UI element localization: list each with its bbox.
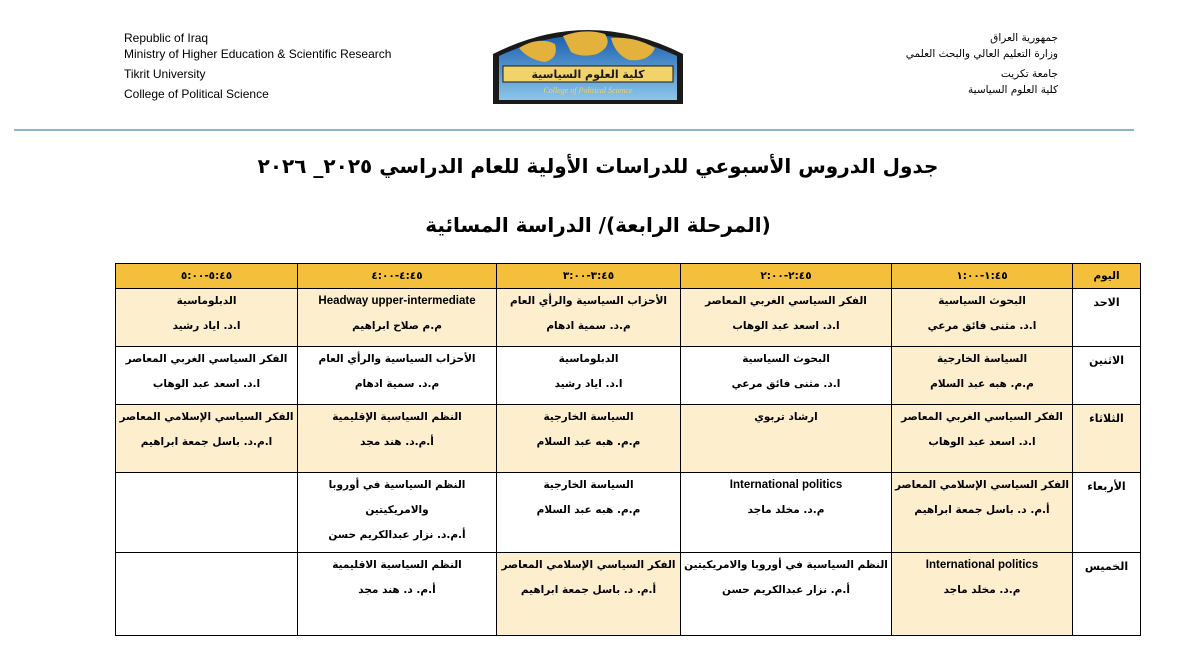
instructor-name: ا.د. مثنى فائق مرعي: [927, 320, 1037, 332]
class-cell: [298, 347, 497, 405]
instructor-name: أ.م. د. باسل جمعة ابراهيم: [914, 504, 1050, 516]
course-name-cont: والامريكيتين: [365, 504, 429, 516]
instructor-name: أ.م. د. باسل جمعة ابراهيم: [520, 584, 657, 596]
header-cell-time: ٥:٤٥-٥:٠٠: [116, 264, 298, 289]
course-name: Headway upper-intermediate: [318, 295, 476, 307]
page-subtitle: (المرحلة الرابعة)/ الدراسة المسائية: [425, 213, 771, 237]
class-cell: [497, 473, 681, 553]
day-cell: الخميس: [1073, 553, 1141, 636]
class-cell: [892, 553, 1073, 636]
empty-cell: [116, 553, 298, 636]
course-name: النظم السياسية في أوروبا والامريكيتين: [684, 559, 888, 571]
day-cell: الاحد: [1073, 289, 1141, 347]
course-name: الفكر السياسي الإسلامي المعاصر: [501, 559, 676, 571]
instructor-name: م.د. مخلد ماجد: [747, 504, 825, 516]
header-right-line: وزارة التعليم العالي والبحث العلمي: [905, 48, 1058, 60]
class-cell: [116, 289, 298, 347]
header-left-line: Republic of Iraq: [124, 31, 209, 45]
course-name: الفكر السياسي الغربي المعاصر: [705, 295, 867, 307]
instructor-name: ا.د. مثنى فائق مرعي: [731, 378, 841, 390]
instructor-name: أ.م.د. نزار عبدالكريم حسن: [328, 529, 466, 541]
course-name: البحوث السياسية: [742, 353, 830, 365]
header-cell-day: اليوم: [1073, 264, 1141, 289]
course-name: البحوث السياسية: [938, 295, 1026, 307]
class-cell: [892, 289, 1073, 347]
schedule-table: [115, 263, 1141, 636]
class-cell: [681, 289, 892, 347]
day-cell: الاثنين: [1073, 347, 1141, 405]
course-name: الدبلوماسية: [558, 353, 619, 365]
instructor-name: أ.م. نزار عبدالكريم حسن: [722, 584, 850, 596]
day-cell: الثلاثاء: [1073, 405, 1141, 473]
instructor-name: م.م. هبه عبد السلام: [536, 436, 641, 448]
table-row: [116, 289, 1141, 347]
course-name: ارشاد تربوي: [754, 411, 818, 423]
course-name: الأحزاب السياسية والرأي العام: [318, 353, 476, 365]
class-cell: [497, 405, 681, 473]
header-divider: [14, 129, 1134, 131]
college-logo: [489, 14, 687, 106]
instructor-name: ا.د. اياد رشيد: [554, 378, 623, 390]
instructor-name: ا.د. اسعد عبد الوهاب: [928, 436, 1036, 448]
course-name: السياسة الخارجية: [936, 353, 1028, 365]
logo-english-text: College of Political Science: [543, 86, 633, 95]
class-cell: [892, 405, 1073, 473]
table-row: [116, 347, 1141, 405]
header-right-line: كلية العلوم السياسية: [968, 84, 1058, 96]
course-name: International politics: [925, 559, 1039, 571]
course-name: الفكر السياسي الإسلامي المعاصر: [894, 479, 1070, 491]
class-cell: [298, 405, 497, 473]
course-name: النظم السياسية الاقليمية: [332, 559, 462, 571]
instructor-name: ا.د. اسعد عبد الوهاب: [732, 320, 840, 332]
instructor-name: ا.د. اسعد عبد الوهاب: [152, 378, 261, 390]
class-cell: [681, 553, 892, 636]
class-cell: [298, 553, 497, 636]
header-cell-time: ٤:٤٥-٤:٠٠: [298, 264, 497, 289]
header-cell-time: ٢:٤٥-٢:٠٠: [681, 264, 892, 289]
instructor-name: م.م. هبه عبد السلام: [536, 504, 641, 516]
course-name: الأحزاب السياسية والرأي العام: [510, 295, 667, 307]
course-name: International politics: [729, 479, 843, 491]
course-name: النظم السياسية في أوروبا: [328, 479, 466, 491]
course-name: الفكر السياسي الغربي المعاصر: [125, 353, 288, 365]
instructor-name: م.م صلاح ابراهيم: [352, 320, 442, 332]
class-cell: [892, 347, 1073, 405]
logo-arabic-text: كلية العلوم السياسية: [531, 68, 645, 81]
instructor-name: م.د. سمية ادهام: [546, 320, 631, 332]
header-right-line: جمهورية العراق: [990, 32, 1058, 44]
course-name: السياسة الخارجية: [543, 479, 634, 491]
header-right: [906, 30, 1058, 98]
course-name: النظم السياسية الإقليمية: [332, 411, 462, 423]
class-cell: [116, 347, 298, 405]
class-cell: [892, 473, 1073, 553]
course-name: الدبلوماسية: [176, 295, 237, 307]
class-cell: [497, 347, 681, 405]
header-right-line: جامعة تكريت: [1000, 68, 1058, 80]
class-cell: [298, 473, 497, 553]
class-cell: [681, 473, 892, 553]
instructor-name: أ.م. د. هند مجد: [358, 584, 436, 596]
class-cell: [681, 347, 892, 405]
class-cell: [681, 405, 892, 473]
day-cell: الأربعاء: [1073, 473, 1141, 553]
header-left-line: Tikrit University: [124, 67, 206, 81]
table-row: [116, 553, 1141, 636]
header-cell-time: ١:٤٥-١:٠٠: [892, 264, 1073, 289]
class-cell: [497, 289, 681, 347]
class-cell: [497, 553, 681, 636]
table-header-row: [116, 264, 1141, 289]
header-left-line: Ministry of Higher Education & Scientific Research: [124, 47, 392, 61]
empty-cell: [116, 473, 298, 553]
page-title: جدول الدروس الأسبوعي للدراسات الأولية للعام الدراسي ٢٠٢٥_ ٢٠٢٦: [257, 154, 939, 178]
instructor-name: ا.م.د. باسل جمعة ابراهيم: [140, 436, 273, 448]
header-left: [124, 30, 391, 102]
instructor-name: م.م. هبه عبد السلام: [930, 378, 1034, 390]
instructor-name: م.د. سمية ادهام: [354, 378, 440, 390]
class-cell: [116, 405, 298, 473]
header-cell-time: ٣:٤٥-٣:٠٠: [497, 264, 681, 289]
course-name: الفكر السياسي الغربي المعاصر: [901, 411, 1063, 423]
instructor-name: ا.د. اياد رشيد: [172, 320, 241, 332]
class-cell: [298, 289, 497, 347]
instructor-name: أ.م.د. هند مجد: [360, 436, 434, 448]
instructor-name: م.د. مخلد ماجد: [943, 584, 1021, 596]
course-name: الفكر السياسي الإسلامي المعاصر: [119, 411, 294, 423]
table-row: [116, 473, 1141, 553]
table-row: [116, 405, 1141, 473]
course-name: السياسة الخارجية: [543, 411, 634, 423]
header-left-line: College of Political Science: [124, 87, 269, 101]
